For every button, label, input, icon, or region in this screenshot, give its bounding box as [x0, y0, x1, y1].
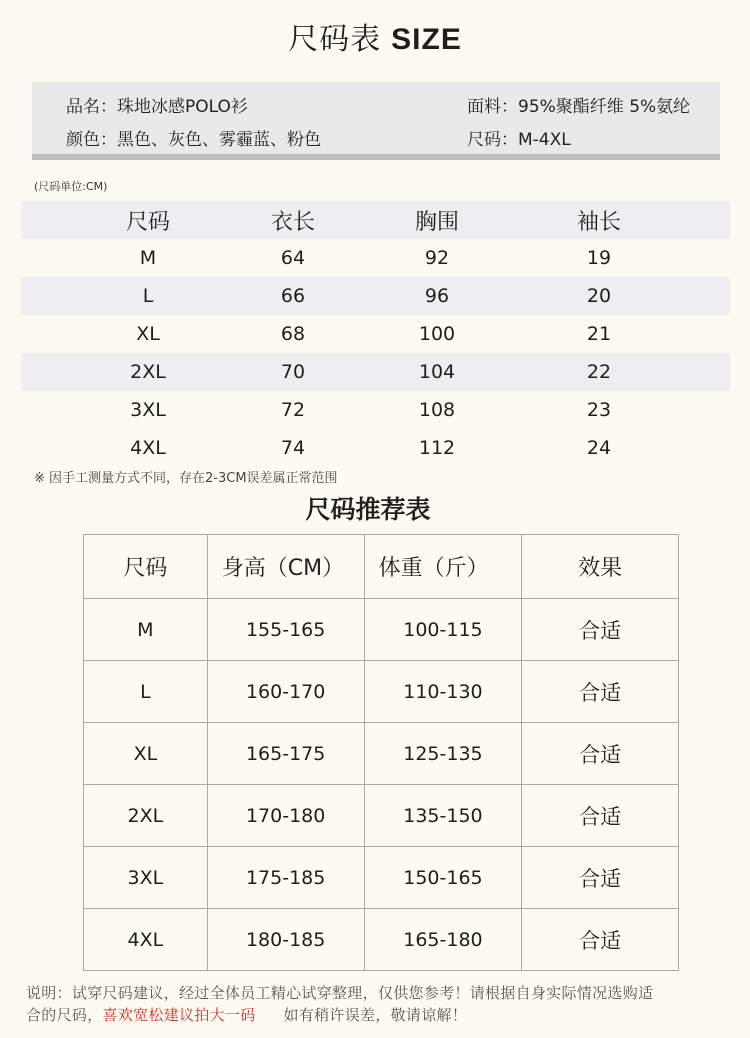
table-cell: 3XL	[130, 399, 166, 421]
footer-note-line1: 说明：试穿尺码建议，经过全体员工精心试穿整理，仅供您参考！请根据自身实际情况选购适	[26, 984, 654, 1002]
table-cell: 150-165	[364, 847, 522, 909]
header-cell: 胸围	[414, 209, 459, 235]
header-cell: 尺码	[125, 209, 170, 235]
table-cell: 110-130	[364, 661, 522, 723]
table-cell: 合适	[522, 661, 679, 723]
table-cell: 100-115	[364, 599, 522, 661]
table-row	[21, 315, 730, 353]
header-cell: 效果	[522, 535, 679, 599]
product-info-panel	[32, 82, 720, 160]
footer-text: 合的尺码，	[26, 1006, 103, 1024]
table-cell: 96	[424, 285, 450, 307]
table-cell: 92	[424, 247, 450, 269]
measurement-note: ※ 因手工测量方式不同，存在2-3CM误差属正常范围	[34, 471, 338, 486]
footer-highlight: 喜欢宽松建议拍大一码	[102, 1006, 256, 1024]
product-name: 品名：珠地冰感POLO衫	[66, 97, 248, 117]
table-cell: 21	[586, 323, 612, 345]
table-cell: 22	[586, 361, 612, 383]
product-size-range: 尺码：M-4XL	[467, 130, 571, 150]
table-cell: 175-185	[207, 847, 364, 909]
table-cell: 合适	[522, 847, 679, 909]
table-cell: 23	[586, 399, 612, 421]
table-cell: 合适	[522, 723, 679, 785]
recommend-title: 尺码推荐表	[305, 495, 431, 524]
table-row	[84, 661, 679, 723]
table-cell: 64	[280, 247, 306, 269]
header-cell: 身高（CM）	[207, 535, 364, 599]
table-cell: 2XL	[84, 785, 208, 847]
table-cell: 165-180	[364, 909, 522, 971]
table-row	[21, 277, 730, 315]
table-cell: 170-180	[207, 785, 364, 847]
table-cell: 125-135	[364, 723, 522, 785]
page-title	[0, 14, 750, 58]
table-row	[84, 723, 679, 785]
table-cell: M	[139, 247, 157, 269]
table-cell: 68	[280, 323, 306, 345]
size-table-header	[21, 201, 730, 239]
header-cell: 尺码	[84, 535, 208, 599]
recommend-table-header	[84, 535, 679, 599]
table-cell: 3XL	[84, 847, 208, 909]
table-row	[84, 599, 679, 661]
table-cell: 合适	[522, 785, 679, 847]
table-cell: L	[84, 661, 208, 723]
size-table	[21, 201, 730, 467]
recommend-table	[83, 534, 679, 971]
table-row	[84, 909, 679, 971]
table-cell: M	[84, 599, 208, 661]
table-cell: L	[142, 285, 154, 307]
title-cn: 尺码表	[288, 22, 382, 57]
table-cell: 合适	[522, 599, 679, 661]
footer-text: 如有稍许误差，敬请谅解！	[283, 1006, 468, 1024]
table-cell: XL	[136, 323, 160, 345]
table-cell: 104	[418, 361, 456, 383]
table-row	[84, 785, 679, 847]
table-cell: 66	[280, 285, 306, 307]
table-row	[21, 239, 730, 277]
table-cell: 135-150	[364, 785, 522, 847]
table-cell: 19	[586, 247, 612, 269]
table-cell: 合适	[522, 909, 679, 971]
table-cell: 4XL	[84, 909, 208, 971]
table-row	[84, 847, 679, 909]
header-cell: 袖长	[576, 209, 621, 235]
header-cell: 衣长	[270, 209, 315, 235]
table-cell: 180-185	[207, 909, 364, 971]
unit-note: (尺码单位:CM)	[34, 180, 108, 193]
product-colors: 颜色：黑色、灰色、雾霾蓝、粉色	[66, 130, 321, 150]
table-cell: 72	[280, 399, 306, 421]
table-cell: 100	[418, 323, 456, 345]
table-cell: 4XL	[130, 437, 166, 459]
table-cell: 155-165	[207, 599, 364, 661]
table-cell: 70	[280, 361, 306, 383]
table-row	[21, 391, 730, 429]
title-en: SIZE	[391, 23, 462, 56]
table-row	[21, 353, 730, 391]
footer-note-line2	[26, 1004, 467, 1025]
table-cell: 108	[418, 399, 456, 421]
table-cell: XL	[84, 723, 208, 785]
table-row	[21, 429, 730, 467]
table-cell: 74	[280, 437, 306, 459]
product-fabric: 面料：95%聚酯纤维 5%氨纶	[467, 97, 691, 117]
header-cell: 体重（斤）	[364, 535, 522, 599]
table-cell: 165-175	[207, 723, 364, 785]
table-cell: 20	[586, 285, 612, 307]
table-cell: 160-170	[207, 661, 364, 723]
table-cell: 24	[586, 437, 612, 459]
table-cell: 112	[418, 437, 456, 459]
table-cell: 2XL	[130, 361, 166, 383]
